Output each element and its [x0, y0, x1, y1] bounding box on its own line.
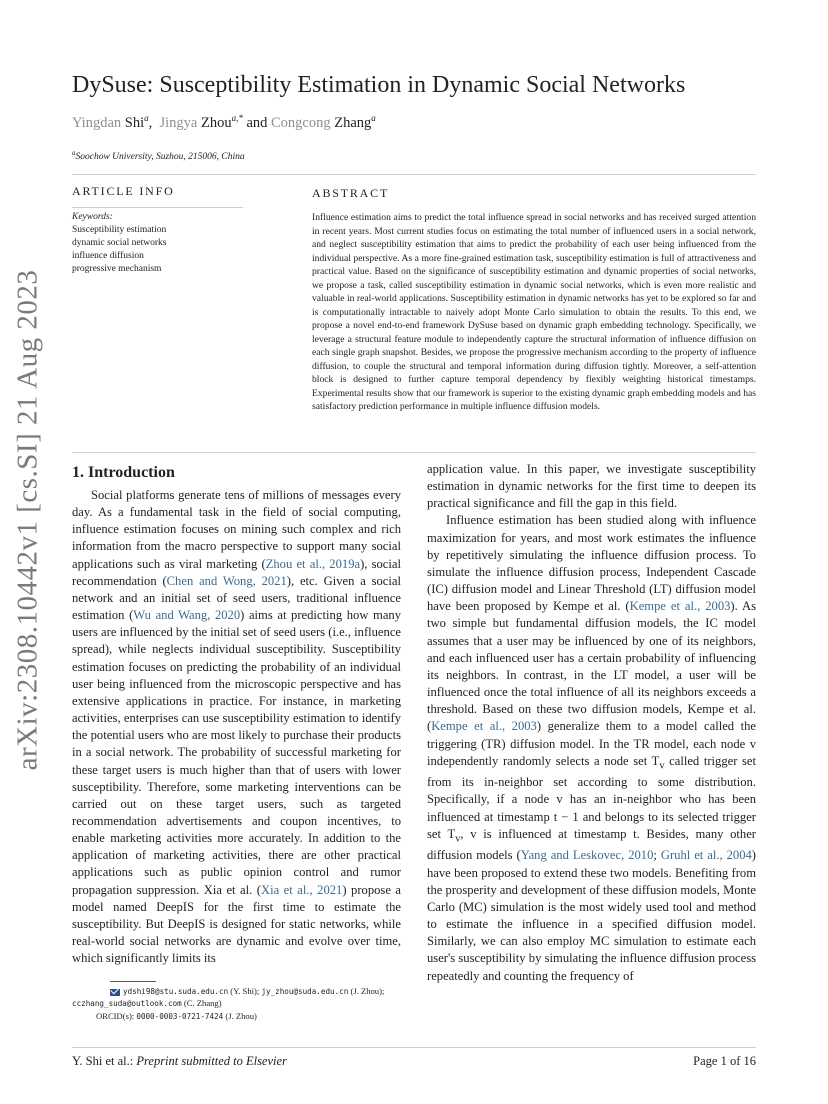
footnote-divider	[110, 981, 156, 982]
abstract-heading: ABSTRACT	[312, 186, 390, 200]
citation-link[interactable]: Chen and Wong, 2021	[166, 573, 287, 588]
section-heading: 1. Introduction	[72, 464, 175, 481]
abstract-divider	[72, 452, 756, 453]
left-column	[72, 487, 401, 967]
author-separator: ,	[148, 114, 153, 131]
citation-link[interactable]: Xia et al., 2021	[260, 882, 343, 897]
author-mark: a	[371, 113, 376, 123]
keyword: Susceptibility estimation	[72, 225, 167, 235]
footer-divider	[72, 1047, 756, 1048]
author-last-name: Zhou	[200, 114, 232, 131]
author-first-name: Jingya	[159, 114, 198, 131]
affiliation	[72, 149, 245, 162]
affiliation-mark: a	[72, 149, 76, 157]
author-last-name: Zhang	[334, 114, 372, 131]
author-last-name: Shi	[124, 114, 145, 131]
page-number: Page 1 of 16	[693, 1054, 756, 1068]
email-link[interactable]: cczhang_suda@outlook.com	[72, 999, 182, 1008]
citation-link[interactable]: Kempe et al., 2003	[629, 599, 731, 614]
citation-link[interactable]: Gruhl et al., 2004	[660, 848, 752, 863]
keyword: dynamic social networks	[72, 238, 167, 248]
citation-link[interactable]: Zhou et al., 2019a	[265, 556, 361, 571]
paper-title: DySuse: Susceptibility Estimation in Dynamic Social Networks	[72, 72, 686, 98]
author-first-name: Yingdan	[72, 114, 122, 131]
author-mark: a,*	[231, 113, 243, 123]
citation-link[interactable]: Yang and Leskovec, 2010	[520, 848, 654, 863]
author-mark: a	[144, 113, 149, 123]
abstract-text: Influence estimation aims to predict the total influence spread in social networks and has received surged attention in recent years. Most current studies focus on estimating the total number of influenced users in a social network, and neglect susceptibility estimation that aims to predict the probability of each user being influenced from the individual perspective. As a more fine-grained estimation task, susceptibility estimation is full of attractiveness and practical value. Based on the significance of susceptibility estimation and dynamic properties of social networks, we propose a task, called susceptibility estimation in dynamic social networks, which is even more realistic and valuable in real-world applications. Susceptibility estimation in dynamic networks has yet to be explored so far and is computationally intractable to naively adopt Monte Carlo simulation to obtain the results. To this end, we propose a novel end-to-end framework DySuse based on dynamic graph embedding technology. Specifically, we leverage a structural feature module to independently capture the structural information of influence diffusion on each single graph snapshot. Besides, we propose the progressive mechanism according to the property of influence diffusion, to couple the structural and temporal information during diffusion tightly. Moreover, a self-attention block is designed to further capture temporal dependency by flexibly weighting historical timestamps. Experimental results show that our framework is superior to the existing dynamic graph embedding models and has satisfactory prediction performance in multiple influence diffusion models.	[312, 212, 756, 412]
footnote-email-line2: cczhang_suda@outlook.com (C. Zhang)	[72, 998, 222, 1008]
email-link[interactable]: ydshi98@stu.suda.edu.cn	[123, 987, 229, 996]
arxiv-side-stamp: arXiv:2308.10442v1 [cs.SI] 21 Aug 2023	[11, 269, 44, 771]
footer-running-head: Y. Shi et al.: Preprint submitted to Elsevier	[72, 1054, 287, 1068]
footnote-orcid: ORCID(s): 0000-0003-0721-7424 (J. Zhou)	[96, 1011, 257, 1021]
keywords-label: Keywords:	[72, 212, 113, 222]
orcid-link[interactable]: 0000-0003-0721-7424	[136, 1012, 224, 1021]
paragraph: Social platforms generate tens of millions of messages every day. As a fundamental task in the field of social computing, influence estimation focuses on mining such complex and rich information from the macro perspective to support many social applications such as viral marketing (Zhou et al., 2019a), social recommendation (Chen and Wong, 2021), etc. Given a social network and an initial set of seed users, traditional influence estimation (Wu and Wang, 2020) aims at predicting how many users are influenced by the initial set of seed users (i.e., influence spread), while neglects individual susceptibility. Susceptibility estimation focuses on predicting the probability of an individual user being influenced from the microscopic perspective and has extensive applications in practice. For instance, in marketing activities, enterprises can use susceptibility estimation to identify the potential users who are most likely to purchase their products in a social network. The probability of successful marketing for these target users is much higher than that of users with lower susceptibility. Therefore, some marketing interventions can be carried out on these target users, such as targeted recommendation advertisements and coupon incentives, to enable marketing activities more accurately. In addition to the application of marketing activities, there are other practical applications such as public opinion control and rumor propagation suppression. Xia et al. (Xia et al., 2021) propose a model named DeepIS for the first time to estimate the susceptibility. But DeepIS is designed for static networks, while real-world social networks are dynamic and evolve over time, which significantly limits its	[72, 488, 402, 966]
keyword: influence diffusion	[72, 251, 144, 261]
citation-link[interactable]: Wu and Wang, 2020	[133, 608, 241, 623]
affiliation-text: Soochow University, Suzhou, 215006, China	[75, 152, 245, 163]
keyword: progressive mechanism	[72, 264, 162, 274]
email-link[interactable]: jy_zhou@suda.edu.cn	[261, 987, 349, 996]
article-info-divider	[72, 207, 243, 208]
paragraph: Influence estimation has been studied along with influence maximization for years, and most work estimates the influence by repetitively simulating the influence diffusion process. To simulate the influence diffusion process, Independent Cascade (IC) diffusion model and Linear Threshold (LT) diffusion model have been proposed by Kempe et al. (Kempe et al., 2003). As two simple but fundamental diffusion models, the IC model assumes that a user may be influenced by one of its neighbors, and each influenced user has a certain probability of influencing its neighbors. In contrast, in the LT model, a user will be influenced once the total influence of all its neighbors exceeds a threshold. Based on these two diffusion models, Kempe et al. (Kempe et al., 2003) generalize them to a model called the triggering (TR) diffusion model. In the TR model, each node v independently randomly selects a node set $T_v$ called trigger set from its in-neighbor set according to some distribution. Specifically, if a node v has an in-neighbor who has been influenced at timestamp t − 1 and belongs to its selected trigger set $T_v$, v is influenced at timestamp t. Besides, many other diffusion models (Yang and Leskovec, 2010; Gruhl et al., 2004) have been proposed to extend these two models. Benefiting from the prosperity and development of these diffusion models, Monte Carlo (MC) simulation is the most widely used tool and method to estimate the influence in a specified diffusion model. Similarly, we can also employ MC simulation to estimate each user's susceptibility by simulating the influence diffusion process repeatedly and counting the frequency of	[427, 513, 756, 983]
footnote-emails: ydshi98@stu.suda.edu.cn (Y. Shi); jy_zhou@suda.edu.cn (J. Zhou);	[110, 986, 384, 996]
author-and: and	[246, 114, 268, 131]
envelope-icon	[110, 989, 120, 996]
citation-link[interactable]: Kempe et al., 2003	[431, 719, 537, 734]
author-first-name: Congcong	[271, 114, 331, 131]
paragraph: application value. In this paper, we investigate susceptibility estimation in dynamic networks for the first time to deepen its practical significance and fill the gap in this field.	[427, 462, 756, 511]
header-divider	[72, 174, 756, 175]
right-column	[427, 461, 756, 985]
article-info-heading: ARTICLE INFO	[72, 184, 175, 198]
author-list	[72, 113, 376, 132]
